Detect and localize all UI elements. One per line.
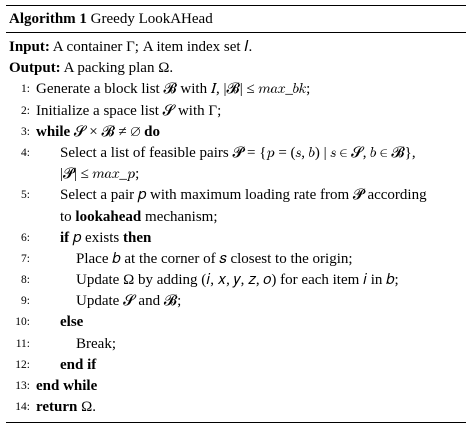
line-text: 𝓢 × 𝓑 ≠ ∅	[73, 123, 141, 140]
line-text: Select a pair 𝑝 with maximum loading rate from 𝓟 according	[60, 187, 427, 204]
line-number: 11:	[15, 337, 30, 350]
line-text: Select a list of feasible pairs 𝓟 = {𝑝 = (𝑠, 𝑏) | 𝑠 ∈ 𝓢, 𝑏 ∈ 𝓑},	[60, 144, 416, 161]
line-number: 6:	[21, 231, 30, 244]
algorithm-line	[6, 143, 466, 164]
input-keyword: Input:	[9, 39, 50, 55]
algorithm-line	[6, 397, 466, 418]
algorithm-title	[6, 6, 466, 32]
line-keyword-after: do	[144, 123, 160, 140]
algorithm-line	[6, 291, 466, 312]
algorithm-label: Algorithm 1	[9, 11, 87, 27]
line-text: |𝓟| ≤ 𝑚𝑎𝑥_𝑝;	[60, 166, 140, 183]
line-keyword: if	[60, 229, 70, 246]
line-number: 4:	[21, 146, 30, 159]
algorithm-body	[6, 33, 466, 422]
algorithm-line	[6, 355, 466, 376]
algorithm-block	[6, 5, 466, 423]
algorithm-line	[6, 207, 466, 228]
line-keyword: end while	[36, 378, 98, 394]
algorithm-line	[6, 185, 466, 206]
line-keyword: return	[36, 399, 78, 416]
algorithm-line	[6, 249, 466, 270]
output-text: A packing plan Ω.	[63, 60, 174, 77]
algorithm-line	[6, 312, 466, 333]
line-number: 10:	[15, 316, 30, 329]
algorithm-line	[6, 270, 466, 291]
algorithm-line	[6, 334, 466, 355]
line-text-after: mechanism;	[145, 208, 218, 225]
line-text: Generate a block list 𝓑 with 𝐼, |𝓑| ≤ 𝑚𝑎𝑥_𝑏𝑘;	[36, 81, 311, 98]
algorithm-name: Greedy LookAHead	[90, 11, 213, 27]
algorithm-line	[6, 164, 466, 185]
line-number: 5:	[21, 189, 30, 202]
line-text: Break;	[76, 335, 116, 352]
output-line	[6, 58, 466, 79]
line-number: 13:	[15, 380, 30, 392]
output-keyword: Output:	[9, 60, 61, 77]
line-number: 12:	[15, 358, 30, 371]
line-text: Place 𝑏 at the corner of 𝑠 closest to the origin;	[76, 250, 353, 267]
line-bold-word: lookahead	[75, 208, 142, 225]
line-text: to	[60, 208, 72, 225]
line-text: Initialize a space list 𝓢 with Γ;	[36, 102, 222, 119]
line-text: Update Ω by adding (𝑖, 𝑥, 𝑦, 𝑧, 𝑜) for each item 𝑖 in 𝑏;	[76, 272, 399, 289]
algorithm-line	[6, 79, 466, 100]
input-text: A container Γ; A item index set 𝐼.	[52, 39, 253, 55]
algorithm-line	[6, 101, 466, 122]
line-number: 2:	[21, 104, 30, 117]
line-number: 1:	[21, 83, 30, 96]
line-keyword: while	[36, 123, 71, 140]
algorithm-line	[6, 376, 466, 397]
algorithm-line	[6, 122, 466, 143]
line-keyword: end if	[60, 356, 97, 373]
input-line	[6, 37, 466, 58]
line-number: 7:	[21, 252, 30, 265]
algorithm-line	[6, 228, 466, 249]
line-text: Ω.	[81, 399, 97, 416]
line-number: 3:	[21, 125, 30, 138]
line-number: 14:	[15, 401, 30, 414]
line-keyword: else	[60, 314, 84, 331]
line-keyword-after: then	[122, 229, 152, 246]
line-number: 9:	[21, 295, 30, 308]
algorithm-steps	[6, 79, 466, 418]
line-number: 8:	[21, 274, 30, 287]
line-text: Update 𝓢 and 𝓑;	[76, 293, 182, 310]
line-text: 𝑝 exists	[72, 229, 120, 246]
